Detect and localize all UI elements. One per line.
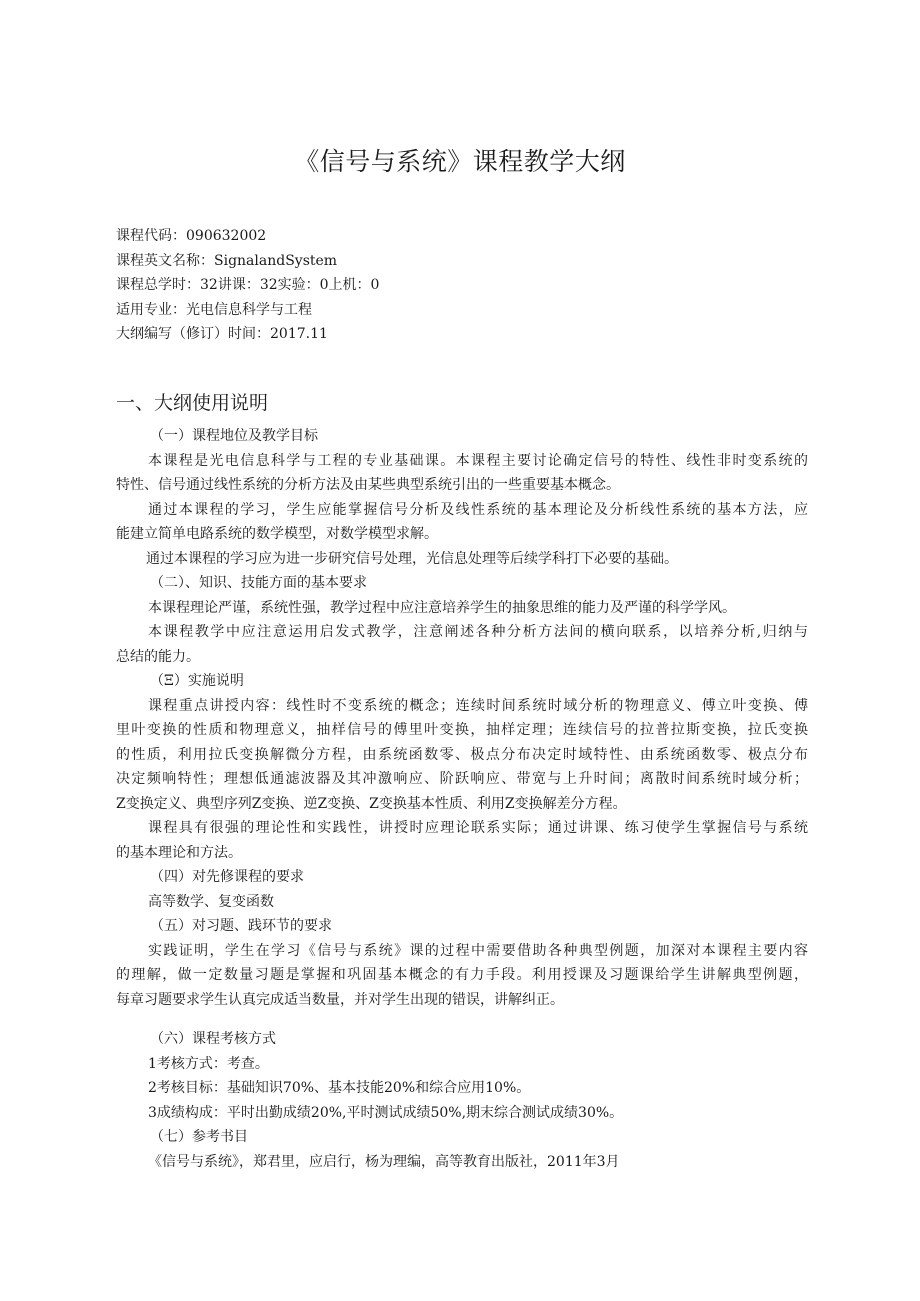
paragraph-line: Z变换定义、典型序列Z变换、逆Z变换、Z变换基本性质、利用Z变换解差分方程。: [116, 795, 627, 812]
subsection-title: （四）对先修课程的要求: [150, 869, 304, 885]
paragraph-line: 的基本理论和方法。: [116, 844, 242, 861]
course-info: [116, 224, 816, 347]
paragraph-line: 的理解，做一定数量习题是掌握和巩固基本概念的有力手段。利用授课及习题课给学生讲解典型例题，: [116, 967, 808, 983]
assessment-method: 1考核方式：考查。: [148, 1055, 269, 1072]
paragraph-line: 总结的能力。: [116, 648, 200, 665]
course-revision-date: 大纲编写（修订）时间：2017.11: [116, 326, 328, 342]
paragraph-line: 通过本课程的学习应为进一步研究信号处理，光信息处理等后续学科打下必要的基础。: [146, 550, 678, 567]
paragraph-line: 通过本课程的学习，学生应能掌握信号分析及线性系统的基本理论及分析线性系统的基本方法，应: [148, 501, 808, 518]
subsection-title: （五）对习题、践环节的要求: [150, 918, 332, 934]
assessment-section: [116, 1027, 808, 1174]
paragraph-line: 本课程教学中应注意运用启发式教学，注意阐述各种分析方法间的横向联系，以培养分析,归纳与: [148, 624, 808, 640]
subsection-title: （七）参考书目: [150, 1129, 248, 1145]
paragraph-line: 本课程理论严谨，系统性强，教学过程中应注意培养学生的抽象思维的能力及严谨的科学学风。: [148, 599, 736, 616]
paragraph-line: 决定频响特性；理想低通滤波器及其冲激响应、阶跃响应、带宽与上升时间；离散时间系统时域分析；: [116, 771, 808, 787]
subsection-title: （六）课程考核方式: [150, 1031, 276, 1047]
section-body: [116, 424, 808, 1012]
assessment-goal: 2考核目标：基础知识70%、基本技能20%和综合应用10%。: [148, 1080, 531, 1096]
paragraph-line: 的性质，利用拉氏变换解微分方程，由系统函数零、极点分布决定时域特性、由系统函数零、极点分布: [116, 746, 808, 763]
course-hours: 课程总学时：32讲课：32实验：0上机：0: [116, 277, 380, 293]
section-heading: 一、大纲使用说明: [116, 392, 269, 414]
paragraph-line: 特性、信号通过线性系统的分析方法及由某些典型系统引出的一些重要基本概念。: [116, 477, 620, 493]
subsection-title: （二）、知识、技能方面的基本要求: [150, 575, 367, 591]
course-english-name: 课程英文名称：SignalandSystem: [116, 252, 338, 269]
paragraph-line: 高等数学、复变函数: [148, 893, 274, 910]
course-code: 课程代码：090632002: [116, 228, 267, 244]
course-major: 适用专业：光电信息科学与工程: [116, 301, 312, 318]
paragraph-line: 里叶变换的性质和物理意义，抽样信号的傅里叶变换，抽样定理；连续信号的拉普拉斯变换，拉氏变换: [116, 722, 808, 738]
grade-composition: 3成绩构成：平时出勤成绩20%,平时测试成绩50%,期末综合测试成绩30%。: [148, 1104, 624, 1121]
paragraph-line: 课程具有很强的理论性和实践性，讲授时应理论联系实际；通过讲课、练习使学生掌握信号与系统: [148, 820, 808, 836]
subsection-title: （一）课程地位及教学目标: [150, 428, 318, 444]
subsection-title: （Ξ）实施说明: [150, 673, 244, 689]
paragraph-line: 实践证明，学生在学习《信号与系统》课的过程中需要借助各种典型例题，加深对本课程主要内容: [148, 942, 808, 959]
reference-book: 《信号与系统》，郑君里，应启行，杨为理编，高等教育出版社，2011年3月: [148, 1153, 620, 1170]
paragraph-line: 每章习题要求学生认真完成适当数量，并对学生出现的错误，讲解纠正。: [116, 991, 564, 1008]
paragraph-line: 能建立简单电路系统的数学模型，对数学模型求解。: [116, 526, 438, 542]
page-title: 《信号与系统》课程教学大纲: [294, 147, 626, 176]
paragraph-line: 课程重点讲授内容：线性时不变系统的概念；连续时间系统时域分析的物理意义、傅立叶变换、傅: [148, 697, 808, 714]
paragraph-line: 本课程是光电信息科学与工程的专业基础课。本课程主要讨论确定信号的特性、线性非时变系统的: [148, 452, 808, 469]
